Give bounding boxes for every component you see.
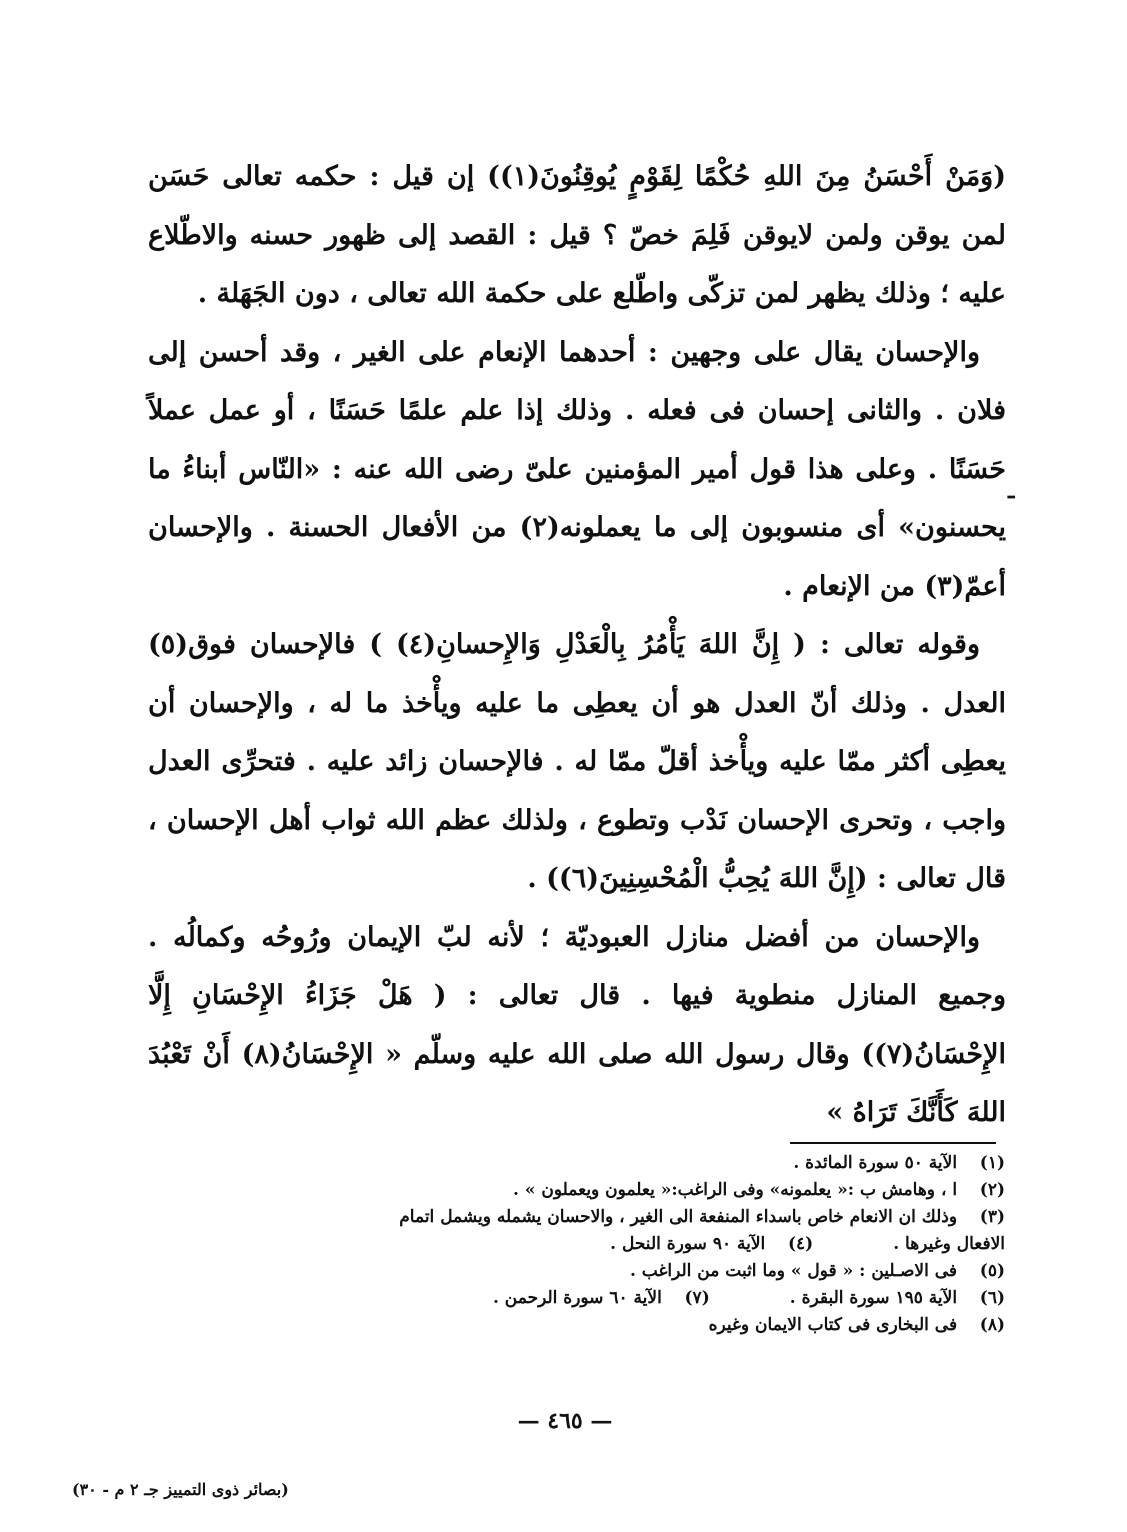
page-number: — ٤٦٥ — bbox=[517, 1408, 613, 1434]
footnote-5 bbox=[145, 1258, 1005, 1285]
paragraph-4: والإحسان من أفضل منازل العبوديّة ؛ لأنه لبّ الإيمان ورُوحُه وكمالُه . وجميع المنازل منطوية فيها . قال تعالى : ( هَلْ جَزَاءُ الإِحْسَانِ إِلَّا الإِحْسَانُ(٧)) وقال رسول الله صلى الله عليه وسلّم « الإِحْسَانُ(٨) أَنْ تَعْبُدَ اللهَ كَأَنَّكَ تَرَاهُ » bbox=[148, 921, 1006, 1128]
footnote-number: (٨) bbox=[979, 1315, 1005, 1335]
main-text bbox=[148, 148, 1006, 1143]
footnote-text: الآية ٥٠ سورة المائدة . bbox=[793, 1153, 958, 1173]
footnote-text: الآية ٩٠ سورة النحل . bbox=[610, 1234, 766, 1254]
margin-mark: ـ bbox=[1008, 478, 1015, 504]
footnote-3-continuation-and-4 bbox=[145, 1231, 1005, 1258]
footnote-8 bbox=[145, 1312, 1005, 1339]
footnote-text: فى الاصـلين : « قول » وما اثبت من الراغب . bbox=[629, 1261, 958, 1281]
footnote-number: (٣) bbox=[979, 1207, 1005, 1227]
footnote-3 bbox=[145, 1204, 1005, 1231]
paragraph-1: (وَمَنْ أَحْسَنُ مِنَ اللهِ حُكْمًا لِقَوْمٍ يُوقِنُونَ(١)) إن قيل : حكمه تعالى حَسَن لمن يوقن ولمن لايوقن فَلِمَ خصّ ؟ قيل : القصد إلى ظهور حسنه والاطّلاع عليه ؛ وذلك يظهر لمن تزكّى واطّلع على حكمة الله تعالى ، دون الجَهَلة . bbox=[148, 161, 1006, 309]
paragraph-3: وقوله تعالى : ( إِنَّ اللهَ يَأْمُرُ بِالْعَدْلِ وَالإِحسانِ(٤) ) فالإحسان فوق(٥) العدل . وذلك أنّ العدل هو أن يعطِى ما عليه ويأْخذ ما له ، والإحسان أن يعطِى أكثر ممّا عليه ويأْخذ أقلّ ممّا له . فالإحسان زائد عليه . فتحرِّى العدل واجب ، وتحرى الإحسان نَدْب وتطوع ، ولذلك عظم الله ثواب أهل الإحسان ، قال تعالى : (إِنَّ اللهَ يُحِبُّ الْمُحْسِنِينَ(٦)) . bbox=[148, 629, 1006, 894]
footnotes bbox=[145, 1150, 1005, 1339]
footnote-text: الآية ٦٠ سورة الرحمن . bbox=[492, 1288, 662, 1308]
footnote-2 bbox=[145, 1177, 1005, 1204]
footnote-text: وذلك ان الانعام خاص باسداء المنفعة الى الغير ، والاحسان يشمله ويشمل اتمام bbox=[399, 1207, 958, 1227]
footnote-separator bbox=[790, 1142, 996, 1144]
footnote-number: (٧) bbox=[684, 1288, 710, 1308]
footnote-6-and-7 bbox=[145, 1285, 1005, 1312]
footnote-number: (٤) bbox=[787, 1234, 814, 1254]
footnote-text: فى البخارى فى كتاب الايمان وغيره bbox=[708, 1315, 958, 1335]
footnote-number: (٥) bbox=[979, 1261, 1005, 1281]
footnote-1 bbox=[145, 1150, 1005, 1177]
signature-line: (بصائر ذوى التمييز جـ ٢ م - ٣٠) bbox=[72, 1480, 289, 1499]
footnote-number: (٦) bbox=[979, 1288, 1005, 1308]
footnote-text: ا ، وهامش ب :« يعلمونه» وفى الراغب:« يعلمون ويعملون » . bbox=[513, 1180, 958, 1200]
footnote-number: (١) bbox=[979, 1153, 1005, 1173]
footnote-text: الآية ١٩٥ سورة البقرة . bbox=[789, 1288, 958, 1308]
footnote-continuation: الافعال وغيرها . bbox=[893, 1234, 1005, 1254]
paragraph-2: والإحسان يقال على وجهين : أحدهما الإنعام على الغير ، وقد أحسن إلى فلان . والثانى إحسان فى فعله . وذلك إذا علم علمًا حَسَنًا ، أو عمل عملاً حَسَنًا . وعلى هذا قول أمير المؤمنين علىّ رضى الله عنه : «النّاس أبناءُ ما يحسنون» أى منسوبون إلى ما يعملونه(٢) من الأفعال الحسنة . والإحسان أعمّ(٣) من الإنعام . bbox=[148, 336, 1006, 602]
footnote-number: (٢) bbox=[979, 1180, 1005, 1200]
